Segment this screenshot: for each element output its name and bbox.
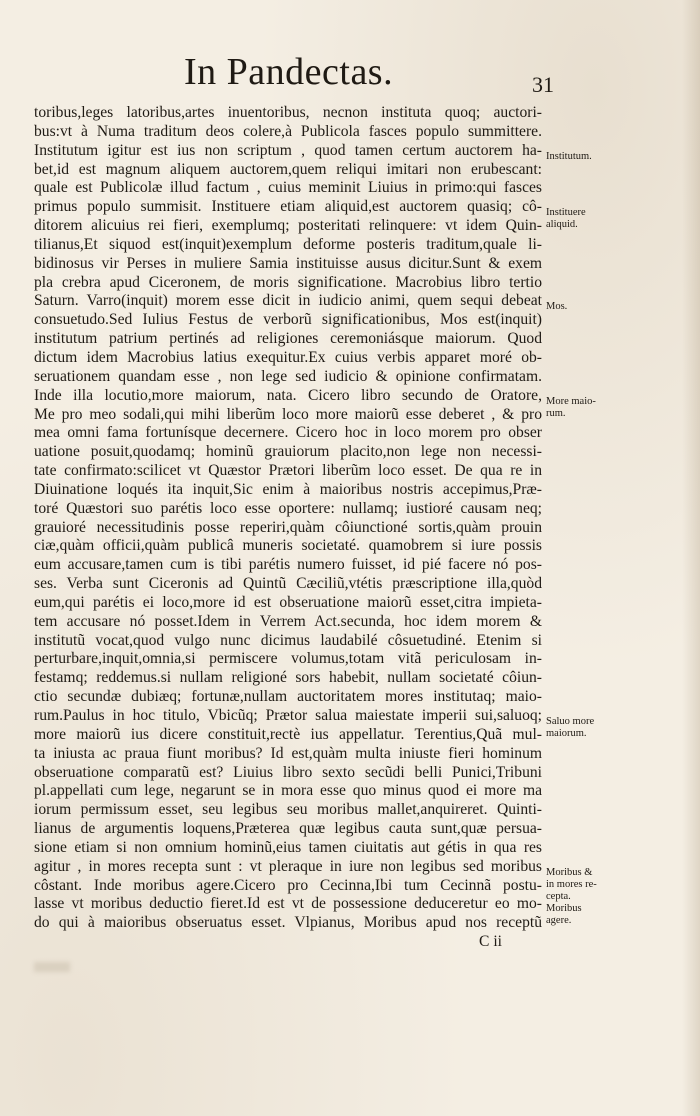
text-line: institutũ vocat,quod vulgo nunc dicimus laudabilé côsuetudiné. Etenim si (34, 631, 542, 649)
text-line: dictum idem Macrobius latius exequitur.Ex cuius verbis apparet moré ob- (34, 348, 542, 366)
marginal-note-line: maiorum. (546, 728, 587, 740)
text-line: institutum patrium pertinés ad religiones ceremoniásque maiorum. Quod (34, 330, 542, 348)
text-line: ditorem alicuius rei fieri, exemplumq; posteritati relinquere: vt idem Quin- (34, 217, 542, 235)
signature-mark: C ii (479, 933, 502, 951)
text-line: tem accusare nó posset.Idem in Verrem Act.secunda, hoc idem morem & (34, 612, 542, 630)
text-line: rum.Paulus in hoc titulo, Vbicũq; Prætor salua maiestate imperii sui,saluoq; (34, 707, 542, 724)
text-line: lasse vt moribus deductio fieret.Id est vt de possessione deduceretur eo mo- (34, 895, 542, 913)
text-line: mea omni fama fortunísque decernere. Cicero hoc in loco morem pro obser (34, 424, 542, 442)
text-line: sione etiam si non omnium hominũ,eius tamen ciuitatis aut gétis in qua res (34, 838, 542, 856)
text-line: tate confirmato:scilicet vt Quæstor Prætori liberũm loco esset. De qua re in (34, 462, 542, 480)
text-line: grauioré necessitudinis posse reperiri,quàm côiunctioné sortis,quàm prouin (34, 518, 542, 536)
marginal-note (546, 207, 642, 231)
text-line: bidinosus vir Perses in muliere Samia instituisse ausus dicitur.Sunt & exem (34, 254, 542, 272)
marginal-note-line: cepta. (546, 890, 571, 902)
marginal-note-line: Moribus (546, 902, 582, 914)
text-line: eum accusare,tamen cum is tibi parétis numero fuisset, id pié facere nó pos- (34, 556, 542, 574)
text-line: more maiorũ ius dicere constituit,rectè ius appellatur. Terentius,Quã mul- (34, 725, 542, 743)
marginal-note-line: Instituere (546, 207, 586, 219)
text-line: toribus,leges latoribus,artes inuentoribus, necnon instituta quoq; auctori- (34, 104, 542, 121)
text-line: Diuinatione loqués ita inquit,Sic enim à maioribus nostris accepimus,Præ- (34, 480, 542, 498)
running-header (184, 50, 554, 98)
text-line: perturbare,inquit,omnia,si permiscere volumus,totam vitã periculosam in- (34, 650, 542, 668)
text-line: toré Quæstori suo parétis loco esse oportere: nullamq; iustioré causam neq; (34, 499, 542, 517)
marginal-note-line: More maio- (546, 395, 596, 407)
page-title: In Pandectas. (184, 51, 394, 93)
marginal-note-line: Saluo more (546, 716, 595, 728)
text-line: quale est Publicolæ illud factum , cuius meminit Liuius in primo:qui fasces (34, 179, 542, 197)
marginal-note (546, 716, 642, 740)
text-line: seruationem quandam esse , non lege sed iudicio & opinione confirmatam. (34, 367, 542, 385)
text-line: pl.appellati cum lege, negarunt se in mora esse quo minus quod ei more ma (34, 782, 542, 800)
text-line: consuetudo.Sed Iulius Festus de verborũ significationibus, Mos est(inquit) (34, 311, 542, 329)
text-line: lianus de argumentis loquens,Præterea quæ legibus cauta sunt,quæ persua- (34, 820, 542, 838)
text-line: Me pro meo sodali,qui mihi liberũm loco more maiorũ esse deberet , & pro (34, 405, 542, 423)
text-line: bus:vt à Numa traditum deos colere,à Publicola fasces populo summittere. (34, 122, 542, 140)
marginal-note (546, 301, 642, 313)
text-line: festamq; reddemus.si nullam religioné sors habebit, nullam societaté côiun- (34, 669, 542, 687)
text-line: Saturn. Varro(inquit) morem esse dicit in iudicio animi, quem sequi debeat (34, 292, 542, 310)
marginal-note (546, 396, 642, 420)
marginal-note-line: Moribus & (546, 866, 593, 878)
marginal-note-line: aliquid. (546, 219, 578, 231)
marginal-note-line: Institutum. (546, 150, 592, 162)
text-line: tilianus,Et siquod est(inquit)exemplum deforme posteris traditum,quale li- (34, 235, 542, 253)
text-line: ta iniusta ac praua fiunt moribus? Id est,quàm multa iniuste fieri hominum (34, 744, 542, 762)
text-line: ciæ,quàm officii,quàm publicâ muneris societaté. quamobrem si iure possis (34, 537, 542, 555)
text-line: Institutum igitur est ius non scriptum , quod tamen certum auctorem ha- (34, 141, 542, 159)
marginal-note-line: rum. (546, 407, 566, 419)
text-line: bet,id est magnum aliquem auctorem,quem reliqui imitari non erubescant: (34, 160, 542, 178)
marginal-note-line: in mores re- (546, 878, 597, 890)
marginal-note-line: Mos. (546, 301, 568, 313)
text-line: Inde illa locutio,more maiorum, nata. Cicero libro secundo de Oratore, (34, 386, 542, 404)
text-line: eum,qui parétis ei loco,more id est obseruatione maiorũ esset,citra impieta- (34, 593, 542, 611)
text-line: côstant. Inde moribus agere.Cicero pro Cecinna,Ibi tum Cecinnã postu- (34, 876, 542, 894)
marginal-note (546, 867, 642, 927)
text-line: do qui à maioribus obseruatus esset. Vlpianus, Moribus apud nos receptũ (34, 914, 542, 932)
text-line: pla crebra apud Ciceronem, de moris significatione. Macrobius libro tertio (34, 273, 542, 291)
marginal-note-line: agere. (546, 914, 572, 926)
main-text-block (34, 104, 542, 952)
text-line: uatione posuit,quodamq; hominũ grauiorum placito,non lege non necessi- (34, 443, 542, 461)
ink-smudge (34, 962, 70, 972)
text-line: ctio secundæ dubiæq; fortunæ,nullam auctoritatem mores institutaq; maio- (34, 688, 542, 706)
marginal-note (546, 151, 642, 163)
text-line: obseruatione comparatũ est? Liuius libro sexto secũdi belli Punici,Tribuni (34, 763, 542, 781)
page-number: 31 (532, 72, 554, 97)
marginal-notes-column (546, 0, 646, 1116)
text-line: iorum permissum esset, seu legibus seu moribus mallet,anquireret. Quinti- (34, 801, 542, 819)
text-line: agitur , in mores recepta sunt : vt pleraque in iure non legibus sed moribus (34, 857, 542, 875)
text-line: primus populo summisit. Instituere etiam aliquid,est auctorem quasiq; cô- (34, 198, 542, 216)
text-line: ses. Verba sunt Ciceronis ad Quintũ Cæciliũ,vtétis præscriptione illa,quòd (34, 575, 542, 593)
